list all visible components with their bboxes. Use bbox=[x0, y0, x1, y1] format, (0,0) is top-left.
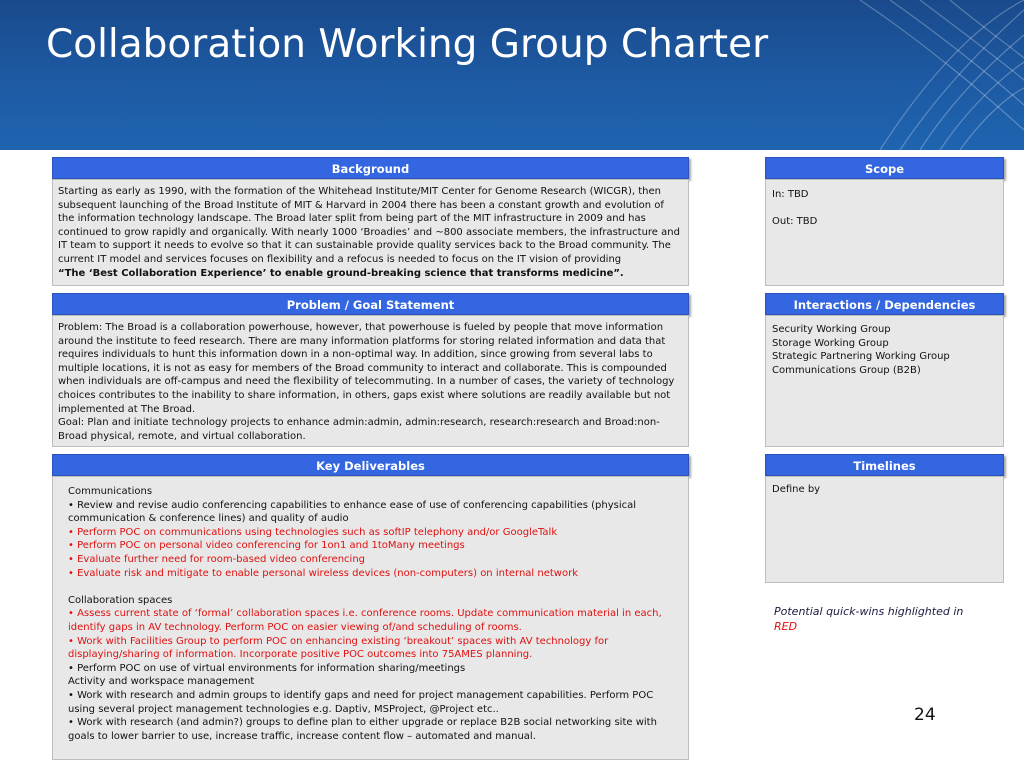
deliverable-item: • Assess current state of ‘formal’ collaboration spaces i.e. conference rooms. Update communication material in each, identify gaps in AV technology. Perform POC on easier viewing of/and scheduling of rooms. bbox=[68, 608, 662, 633]
background-panel bbox=[52, 179, 689, 286]
goal-text: Goal: Plan and initiate technology projects to enhance admin:admin, admin:research, research:research and Broad:non-Broad physical, remote, and virtual collaboration. bbox=[58, 417, 660, 442]
interactions-panel bbox=[765, 315, 1004, 447]
activity-title: Activity and workspace management bbox=[68, 676, 255, 688]
scope-panel bbox=[765, 179, 1004, 286]
page-number: 24 bbox=[914, 705, 936, 725]
scope-out: Out: TBD bbox=[772, 216, 818, 228]
background-header: Background bbox=[52, 157, 689, 179]
slide-title: Collaboration Working Group Charter bbox=[46, 22, 769, 67]
background-text: Starting as early as 1990, with the formation of the Whitehead Institute/MIT Center for Genome Research (WICGR), then subsequent launching of the Broad Institute of MIT & Harvard in 2004 there has been a constant growth and evolution of the information technology landscape. The Broad later split from being part of the MIT infrastructure in 2009 and has continued to grow rapidly and organically. With nearly 1000 ‘Broadies’ and ~800 associate members, the infrastructure and IT team to support it needs to evolve so that it can sustainable provide quality services back to the Broad community. The current IT model and services focuses on flexibility and a refocus is needed to focus on the IT vision of providing bbox=[58, 186, 680, 265]
spaces-title: Collaboration spaces bbox=[68, 594, 173, 606]
deliverable-item: • Work with research and admin groups to identify gaps and need for project management capabilities. Perform POC using several project management technologies e.g. Daptiv, MSProject, @Project etc.. bbox=[68, 689, 654, 715]
interaction-item: Strategic Partnering Working Group bbox=[772, 351, 950, 363]
comm-title: Communications bbox=[68, 486, 153, 497]
interaction-item: Communications Group (B2B) bbox=[772, 364, 921, 376]
background-vision: “The ‘Best Collaboration Experience’ to enable ground-breaking science that transforms medicine”. bbox=[58, 267, 624, 279]
problem-text: Problem: The Broad is a collaboration powerhouse, however, that powerhouse is fueled by people that move information around the institute to feed research. There are many information platforms for storing related information and data that requires individuals to hunt this information down in a non-optimal way. In addition, since growing from several labs to multiple locations, it is not as easy for members of the Broad community to interact and collaborate. This is compounded when individuals are off-campus and need the flexibility of telecommuting. In a number of cases, the variety of technology choices contributes to the inability to share information, in others, gaps exist where solutions are readily available but not implemented at The Broad. bbox=[58, 322, 675, 415]
scope-header: Scope bbox=[765, 157, 1004, 179]
deliverable-item: • Perform POC on personal video conferencing for 1on1 and 1toMany meetings bbox=[68, 540, 465, 552]
timelines-text: Define by bbox=[772, 484, 821, 495]
deliverable-item: • Perform POC on use of virtual environments for information sharing/meetings bbox=[68, 662, 466, 674]
quick-wins-red-word: RED bbox=[774, 620, 798, 633]
deliverable-item: • Perform POC on communications using technologies such as softIP telephony and/or GoogleTalk bbox=[68, 526, 558, 538]
interactions-header: Interactions / Dependencies bbox=[765, 293, 1004, 315]
interaction-item: Storage Working Group bbox=[772, 337, 889, 349]
deliverable-item: • Work with research (and admin?) groups to define plan to either upgrade or replace B2B social networking site with goals to lower barrier to use, increase traffic, increase content flow – automated and manual. bbox=[68, 717, 657, 742]
deliverable-item: • Evaluate risk and mitigate to enable personal wireless devices (non-computers) on internal network bbox=[68, 567, 578, 579]
quick-wins-note bbox=[774, 604, 994, 634]
deliverables-panel bbox=[52, 476, 689, 760]
timelines-header: Timelines bbox=[765, 454, 1004, 476]
deliverable-item: • Work with Facilities Group to perform POC on enhancing existing ‘breakout’ spaces with AV technology for displaying/sharing of information. Incorporate positive POC outcomes into 75AMES planning. bbox=[68, 635, 609, 661]
deliverable-item: • Review and revise audio conferencing capabilities to enhance ease of use of conferencing capabilities (physical communication & conference lines) and quality of audio bbox=[68, 499, 637, 525]
quick-wins-note-text: Potential quick-wins highlighted in bbox=[774, 605, 964, 618]
deliverable-item: • Evaluate further need for room-based video conferencing bbox=[68, 553, 366, 565]
interaction-item: Security Working Group bbox=[772, 324, 891, 335]
timelines-panel bbox=[765, 476, 1004, 583]
scope-in: In: TBD bbox=[772, 189, 809, 200]
deliverables-header: Key Deliverables bbox=[52, 454, 689, 476]
problem-header: Problem / Goal Statement bbox=[52, 293, 689, 315]
title-banner bbox=[0, 0, 1024, 150]
problem-panel bbox=[52, 315, 689, 447]
